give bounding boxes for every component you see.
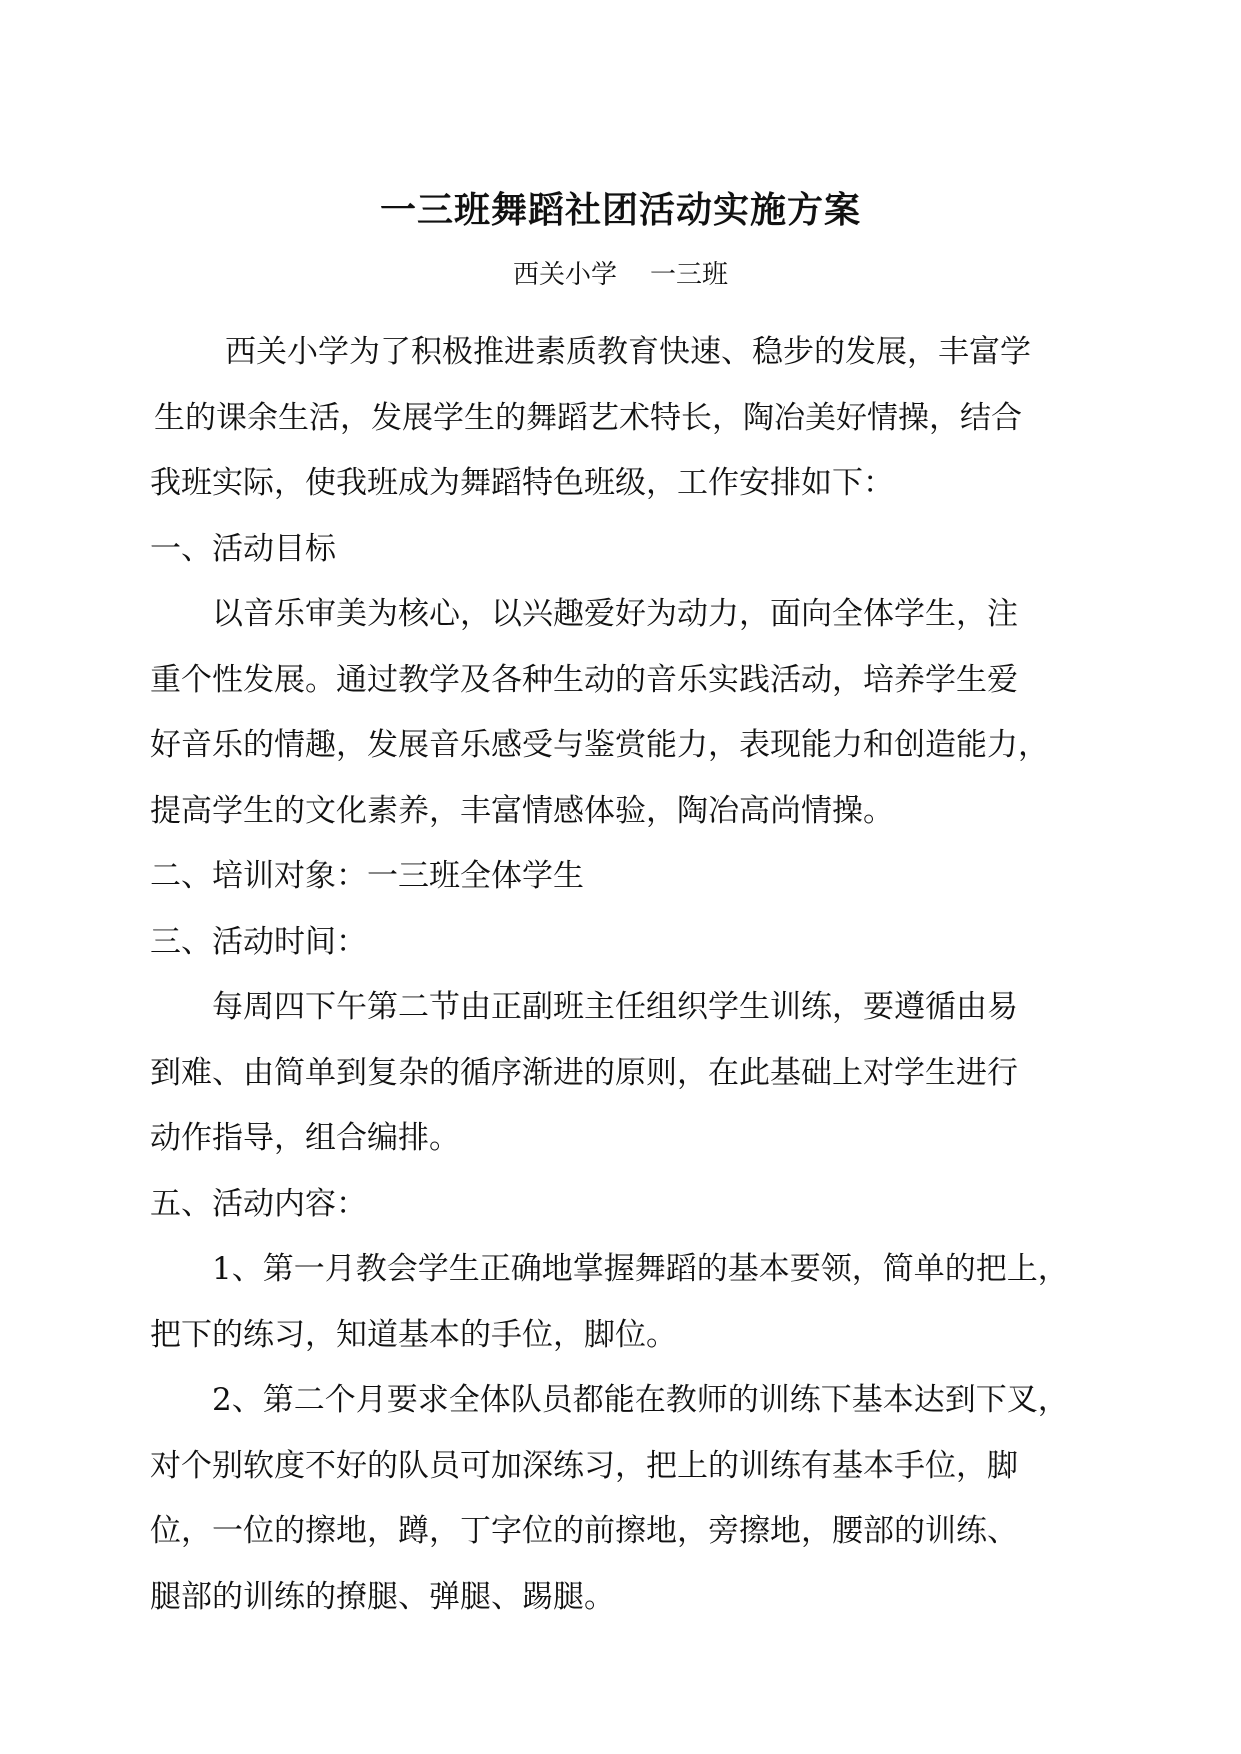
content-item-2-line-4: 腿部的训练的撩腿、弹腿、踢腿。: [150, 1578, 615, 1615]
time-line-1: 每周四下午第二节由正副班主任组织学生训练，要遵循由易: [212, 989, 1018, 1025]
page-subtitle: 西关小学 一三班: [512, 260, 729, 290]
section-heading-content: 五、活动内容：: [150, 1185, 367, 1222]
page-title: 一三班舞蹈社团活动实施方案: [379, 189, 861, 231]
section-heading-goals: 一、活动目标: [150, 530, 336, 567]
goals-line-4: 提高学生的文化素养，丰富情感体验，陶冶高尚情操。: [150, 792, 894, 829]
intro-line-2: 生的课余生活，发展学生的舞蹈艺术特长，陶冶美好情操，结合: [154, 399, 1022, 436]
time-line-3: 动作指导，组合编排。: [150, 1120, 460, 1156]
time-line-2: 到难、由简单到复杂的循序渐进的原则，在此基础上对学生进行: [150, 1054, 1018, 1091]
goals-line-2: 重个性发展。通过教学及各种生动的音乐实践活动，培养学生爱: [150, 661, 1018, 698]
goals-line-1: 以音乐审美为核心，以兴趣爱好为动力，面向全体学生，注: [212, 596, 1018, 632]
intro-line-3: 我班实际，使我班成为舞蹈特色班级，工作安排如下：: [150, 465, 894, 501]
section-heading-target: 二、培训对象：一三班全体学生: [150, 858, 584, 894]
content-item-1-line-1: 1、第一月教会学生正确地掌握舞蹈的基本要领，简单的把上，: [212, 1251, 1069, 1287]
content-item-2-line-3: 位，一位的擦地，蹲，丁字位的前擦地，旁擦地，腰部的训练、: [150, 1513, 1018, 1549]
goals-line-3: 好音乐的情趣，发展音乐感受与鉴赏能力，表现能力和创造能力，: [150, 727, 1049, 763]
content-item-2-line-1: 2、第二个月要求全体队员都能在教师的训练下基本达到下叉，: [212, 1382, 1069, 1418]
content-item-1-line-2: 把下的练习，知道基本的手位，脚位。: [150, 1316, 677, 1353]
content-item-2-line-2: 对个别软度不好的队员可加深练习，把上的训练有基本手位，脚: [150, 1447, 1018, 1484]
section-heading-time: 三、活动时间：: [150, 923, 367, 960]
document-body: [150, 320, 1090, 1630]
intro-line-1: 西关小学为了积极推进素质教育快速、稳步的发展，丰富学: [225, 334, 1031, 370]
